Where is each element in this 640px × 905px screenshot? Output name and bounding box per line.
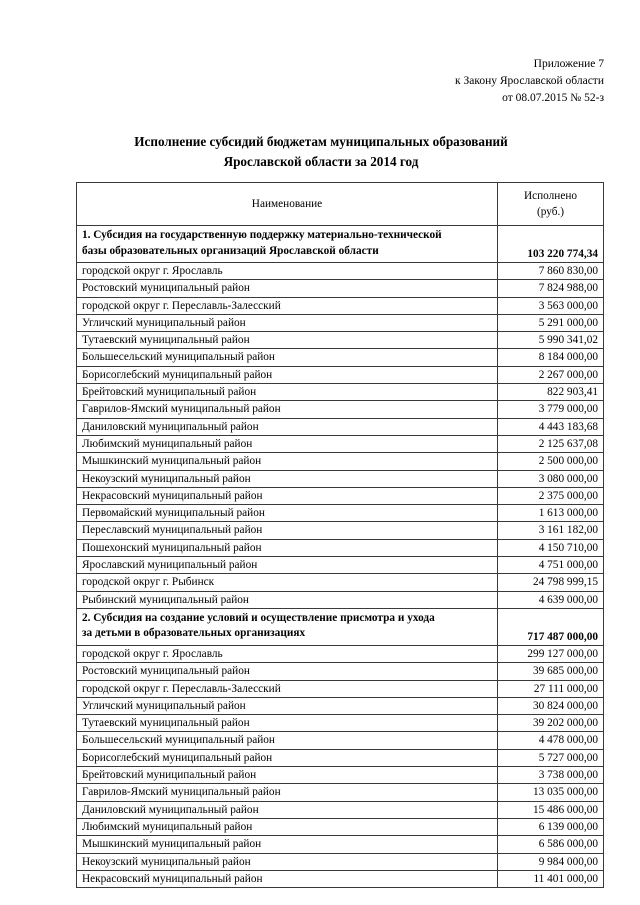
table-row <box>77 645 604 662</box>
table-row <box>77 401 604 418</box>
municipality-name: Даниловский муниципальный район <box>77 418 498 435</box>
executed-amount: 13 035 000,00 <box>498 784 604 801</box>
executed-amount: 6 139 000,00 <box>498 818 604 835</box>
executed-amount: 6 586 000,00 <box>498 836 604 853</box>
table-row <box>77 384 604 401</box>
executed-amount: 5 990 341,02 <box>498 332 604 349</box>
municipality-name: Угличский муниципальный район <box>77 314 498 331</box>
executed-amount: 15 486 000,00 <box>498 801 604 818</box>
section-title <box>77 608 498 645</box>
table-body <box>77 226 604 888</box>
table-row <box>77 332 604 349</box>
executed-amount: 4 478 000,00 <box>498 732 604 749</box>
municipality-name: Гаврилов-Ямский муниципальный район <box>77 401 498 418</box>
table-row <box>77 297 604 314</box>
table-row <box>77 263 604 280</box>
section-title-line2: базы образовательных организаций Ярославской области <box>82 244 379 257</box>
municipality-name: городской округ г. Переславль-Залесский <box>77 297 498 314</box>
executed-amount: 4 443 183,68 <box>498 418 604 435</box>
section-total-value: 717 487 000,00 <box>498 608 604 645</box>
table-row <box>77 784 604 801</box>
table-row <box>77 280 604 297</box>
executed-amount: 39 202 000,00 <box>498 715 604 732</box>
executed-amount: 7 824 988,00 <box>498 280 604 297</box>
table-row <box>77 470 604 487</box>
section-total-value: 103 220 774,34 <box>498 226 604 263</box>
section-title-line2: за детьми в образовательных организациях <box>82 627 306 640</box>
executed-amount: 5 291 000,00 <box>498 314 604 331</box>
municipality-name: Некоузский муниципальный район <box>77 470 498 487</box>
municipality-name: Рыбинский муниципальный район <box>77 591 498 608</box>
section-header-row <box>77 226 604 263</box>
municipality-name: Борисоглебский муниципальный район <box>77 749 498 766</box>
executed-amount: 9 984 000,00 <box>498 853 604 870</box>
table-row <box>77 680 604 697</box>
municipality-name: Угличский муниципальный район <box>77 697 498 714</box>
table-row <box>77 767 604 784</box>
municipality-name: Переславский муниципальный район <box>77 522 498 539</box>
executed-amount: 27 111 000,00 <box>498 680 604 697</box>
executed-amount: 5 727 000,00 <box>498 749 604 766</box>
table-row <box>77 522 604 539</box>
table-row <box>77 853 604 870</box>
executed-amount: 4 751 000,00 <box>498 557 604 574</box>
municipality-name: Мышкинский муниципальный район <box>77 836 498 853</box>
column-header-value <box>498 183 604 226</box>
municipality-name: Ростовский муниципальный район <box>77 280 498 297</box>
report-table-container <box>76 182 603 888</box>
table-row <box>77 435 604 452</box>
municipality-name: Любимский муниципальный район <box>77 818 498 835</box>
executed-amount: 3 161 182,00 <box>498 522 604 539</box>
executed-amount: 4 150 710,00 <box>498 539 604 556</box>
page-title-line1: Исполнение субсидий бюджетам муниципальных образований <box>134 134 508 149</box>
table-header-row <box>77 183 604 226</box>
municipality-name: Любимский муниципальный район <box>77 435 498 452</box>
section-title-line1: 1. Субсидия на государственную поддержку материально-технической <box>82 229 442 241</box>
table-row <box>77 539 604 556</box>
table-row <box>77 505 604 522</box>
executed-amount: 299 127 000,00 <box>498 645 604 662</box>
municipality-name: Некрасовский муниципальный район <box>77 870 498 887</box>
page-title <box>76 132 566 172</box>
table-row <box>77 663 604 680</box>
column-header-name: Наименование <box>77 183 498 226</box>
executed-amount: 39 685 000,00 <box>498 663 604 680</box>
executed-amount: 3 738 000,00 <box>498 767 604 784</box>
executed-amount: 8 184 000,00 <box>498 349 604 366</box>
executed-amount: 30 824 000,00 <box>498 697 604 714</box>
municipality-name: Мышкинский муниципальный район <box>77 453 498 470</box>
municipality-name: Ростовский муниципальный район <box>77 663 498 680</box>
table-row <box>77 801 604 818</box>
section-header-row <box>77 608 604 645</box>
column-header-value-line2: (руб.) <box>536 206 565 218</box>
column-header-value-line1: Исполнено <box>523 190 578 202</box>
table-header <box>77 183 604 226</box>
executed-amount: 7 860 830,00 <box>498 263 604 280</box>
law-date-number: от 08.07.2015 № 52-з <box>502 92 604 104</box>
municipality-name: Некрасовский муниципальный район <box>77 487 498 504</box>
executed-amount: 24 798 999,15 <box>498 574 604 591</box>
municipality-name: Первомайский муниципальный район <box>77 505 498 522</box>
table-row <box>77 870 604 887</box>
executed-amount: 11 401 000,00 <box>498 870 604 887</box>
municipality-name: Тутаевский муниципальный район <box>77 332 498 349</box>
municipality-name: Борисоглебский муниципальный район <box>77 366 498 383</box>
municipality-name: Брейтовский муниципальный район <box>77 384 498 401</box>
municipality-name: городской округ г. Ярославль <box>77 645 498 662</box>
document-reference-header <box>455 56 604 107</box>
municipality-name: Пошехонский муниципальный район <box>77 539 498 556</box>
municipality-name: Тутаевский муниципальный район <box>77 715 498 732</box>
table-row <box>77 418 604 435</box>
table-row <box>77 836 604 853</box>
page-title-line2: Ярославской области за 2014 год <box>223 154 419 169</box>
executed-amount: 3 563 000,00 <box>498 297 604 314</box>
municipality-name: Даниловский муниципальный район <box>77 801 498 818</box>
table-row <box>77 487 604 504</box>
law-reference: к Закону Ярославской области <box>455 75 604 87</box>
table-row <box>77 732 604 749</box>
section-title <box>77 226 498 263</box>
municipality-name: городской округ г. Ярославль <box>77 263 498 280</box>
executed-amount: 822 903,41 <box>498 384 604 401</box>
table-row <box>77 715 604 732</box>
municipality-name: Гаврилов-Ямский муниципальный район <box>77 784 498 801</box>
municipality-name: Ярославский муниципальный район <box>77 557 498 574</box>
table-row <box>77 697 604 714</box>
table-row <box>77 314 604 331</box>
executed-amount: 3 080 000,00 <box>498 470 604 487</box>
table-row <box>77 574 604 591</box>
municipality-name: городской округ г. Переславль-Залесский <box>77 680 498 697</box>
executed-amount: 2 267 000,00 <box>498 366 604 383</box>
executed-amount: 2 500 000,00 <box>498 453 604 470</box>
municipality-name: Некоузский муниципальный район <box>77 853 498 870</box>
table-row <box>77 591 604 608</box>
appendix-number: Приложение 7 <box>533 58 604 70</box>
section-title-line1: 2. Субсидия на создание условий и осуществление присмотра и ухода <box>82 611 435 624</box>
executed-amount: 3 779 000,00 <box>498 401 604 418</box>
subsidies-report-table <box>76 182 604 888</box>
executed-amount: 2 375 000,00 <box>498 487 604 504</box>
executed-amount: 4 639 000,00 <box>498 591 604 608</box>
table-row <box>77 366 604 383</box>
table-row <box>77 453 604 470</box>
table-row <box>77 349 604 366</box>
municipality-name: Большесельский муниципальный район <box>77 732 498 749</box>
table-row <box>77 749 604 766</box>
municipality-name: городской округ г. Рыбинск <box>77 574 498 591</box>
municipality-name: Большесельский муниципальный район <box>77 349 498 366</box>
executed-amount: 1 613 000,00 <box>498 505 604 522</box>
executed-amount: 2 125 637,08 <box>498 435 604 452</box>
table-row <box>77 818 604 835</box>
table-row <box>77 557 604 574</box>
municipality-name: Брейтовский муниципальный район <box>77 767 498 784</box>
